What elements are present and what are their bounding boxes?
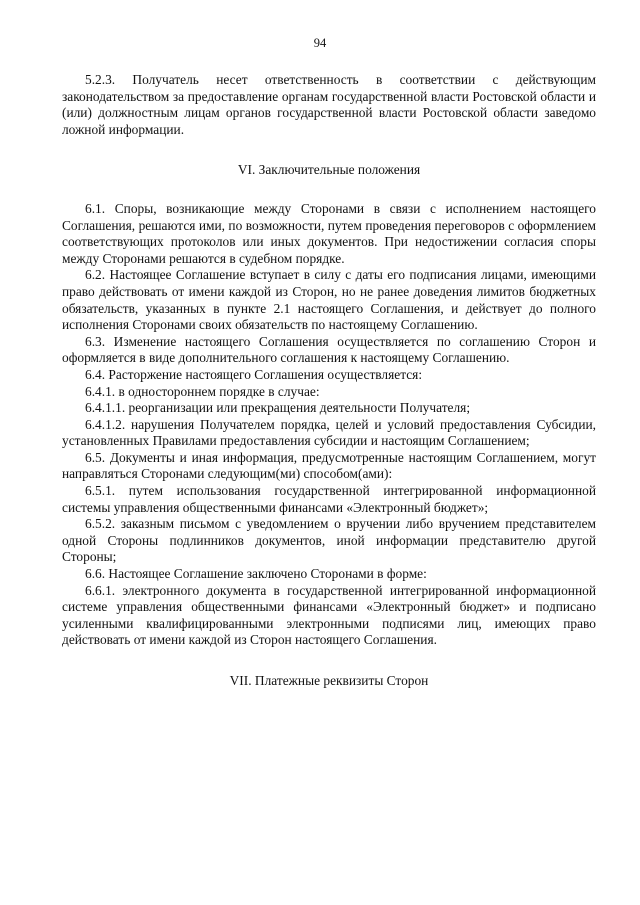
paragraph-6-2: 6.2. Настоящее Соглашение вступает в силу с даты его подписания лицами, имеющими право действовать от имени каждой из Сторон, но не ранее доведения лимитов бюджетных обязательств, указанных в пункте 2.1 настоящего Соглашения, и действует до полного исполнения Сторонами своих обязательств по настоящему Соглашению. bbox=[62, 267, 596, 333]
paragraph-6-4-1: 6.4.1. в одностороннем порядке в случае: bbox=[85, 383, 320, 399]
paragraph-6-4-1-1: 6.4.1.1. реорганизации или прекращения деятельности Получателя; bbox=[85, 400, 471, 416]
paragraph-6-5: 6.5. Документы и иная информация, предусмотренные настоящим Соглашением, могут направляться Сторонами следующим(ми) способом(ами): bbox=[62, 449, 596, 482]
document-body bbox=[62, 72, 596, 690]
section-7-heading: VII. Платежные реквизиты Сторон bbox=[229, 673, 429, 688]
paragraph-6-4-1-2: 6.4.1.2. нарушения Получателем порядка, целей и условий предоставления Субсидии, установленных Правилами предоставления субсидии и настоящим Соглашением; bbox=[62, 416, 596, 449]
paragraph-5-2-3: 5.2.3. Получатель несет ответственность в соответствии с действующим законодательством за предоставление органам государственной власти Ростовской области и (или) должностным лицам органов государственной власти Ростовской области заведомо ложной информации. bbox=[62, 72, 596, 137]
paragraph-6-4: 6.4. Расторжение настоящего Соглашения осуществляется: bbox=[85, 366, 423, 382]
paragraph-6-6-1: 6.6.1. электронного документа в государственной интегрированной информационной системе управления общественными финансами «Электронный бюджет» и подписано усиленными квалифицированными электронными подписями лиц, имеющих право действовать от имени каждой из Сторон настоящего Соглашения. bbox=[62, 582, 596, 648]
paragraph-6-1: 6.1. Споры, возникающие между Сторонами в связи с исполнением настоящего Соглашения, решаются ими, по возможности, путем проведения переговоров с оформлением соответствующих протоколов или иных документов. При недостижении согласия споры между Сторонами решаются в судебном порядке. bbox=[62, 200, 596, 266]
paragraph-6-3: 6.3. Изменение настоящего Соглашения осуществляется по соглашению Сторон и оформляется в виде дополнительного соглашения к настоящему Соглашению. bbox=[62, 333, 596, 366]
paragraph-6-5-2: 6.5.2. заказным письмом с уведомлением о вручении либо вручением представителем одной Стороны подлинников документов, иной информации представителю другой Стороны; bbox=[62, 516, 596, 565]
paragraph-6-6: 6.6. Настоящее Соглашение заключено Сторонами в форме: bbox=[85, 566, 427, 582]
page-number: 94 bbox=[313, 36, 327, 50]
paragraph-6-5-1: 6.5.1. путем использования государственной интегрированной информационной системы управления общественными финансами «Электронный бюджет»; bbox=[62, 483, 596, 515]
section-6-heading: VI. Заключительные положения bbox=[237, 162, 421, 178]
